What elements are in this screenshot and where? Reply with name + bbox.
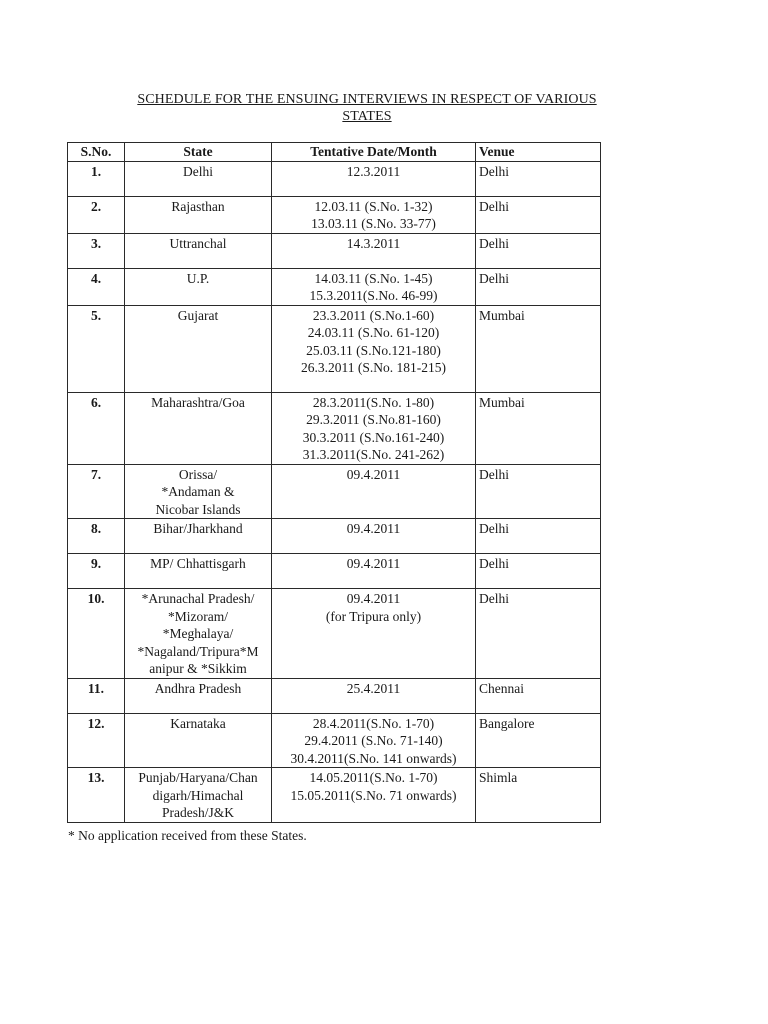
date-line: 30.4.2011(S.No. 141 onwards) [290, 750, 457, 766]
row-state [125, 196, 272, 233]
state-line: Bihar/Jharkhand [153, 521, 243, 536]
footnote: * No application received from these States. [68, 828, 307, 843]
date-line: 14.05.2011(S.No. 1-70) [309, 770, 438, 785]
state-line: U.P. [186, 270, 210, 286]
state-line: Orissa/ [178, 466, 218, 482]
document-title [68, 91, 666, 125]
state-line: Maharashtra/Goa [151, 394, 245, 410]
row-tentative-date [272, 519, 476, 554]
row-tentative-date [272, 196, 476, 233]
row-state [125, 233, 272, 268]
row-tentative-date [272, 464, 476, 519]
row-state [125, 464, 272, 519]
row-venue: Chennai [476, 678, 601, 713]
table-row [68, 519, 601, 554]
row-venue: Delhi [476, 589, 601, 679]
row-state [125, 305, 272, 392]
date-line: 09.4.2011 [346, 466, 401, 482]
table-row [68, 464, 601, 519]
state-line: MP/ Chhattisgarh [150, 556, 246, 571]
date-line: 26.3.2011 (S.No. 181-215) [301, 360, 446, 375]
row-venue: Mumbai [476, 305, 601, 392]
row-tentative-date [272, 768, 476, 823]
row-venue: Delhi [476, 554, 601, 589]
date-line: 25.03.11 (S.No.121-180) [306, 342, 441, 358]
date-line: 13.03.11 (S.No. 33-77) [311, 216, 436, 231]
row-serial-number: 2. [68, 196, 125, 233]
row-venue: Bangalore [476, 713, 601, 768]
date-line: 30.3.2011 (S.No.161-240) [302, 429, 445, 445]
row-venue: Delhi [476, 268, 601, 305]
date-line: 25.4.2011 [346, 680, 401, 696]
row-serial-number: 5. [68, 305, 125, 392]
state-line: Gujarat [177, 307, 219, 323]
header-tentative-date: Tentative Date/Month [272, 143, 476, 162]
state-line: *Nagaland/Tripura*M [137, 643, 259, 659]
state-line: *Arunachal Pradesh/ [141, 591, 255, 606]
date-line: 23.3.2011 (S.No.1-60) [312, 307, 435, 323]
table-row [68, 161, 601, 196]
row-state [125, 768, 272, 823]
date-line: 24.03.11 (S.No. 61-120) [307, 325, 440, 340]
table-body [68, 161, 601, 822]
table-header-row [68, 143, 601, 162]
table-row [68, 554, 601, 589]
date-line: 29.3.2011 (S.No.81-160) [306, 412, 441, 427]
state-line: anipur & *Sikkim [149, 661, 247, 676]
row-serial-number: 3. [68, 233, 125, 268]
date-line: 12.3.2011 [346, 163, 401, 179]
row-state [125, 268, 272, 305]
header-venue: Venue [476, 143, 601, 162]
date-line: 09.4.2011 [346, 591, 401, 606]
row-serial-number: 11. [68, 678, 125, 713]
row-serial-number: 6. [68, 392, 125, 464]
date-line: 14.03.11 (S.No. 1-45) [314, 270, 433, 286]
row-tentative-date [272, 161, 476, 196]
state-line: Karnataka [170, 715, 226, 731]
date-line: 28.4.2011(S.No. 1-70) [312, 715, 435, 731]
row-serial-number: 12. [68, 713, 125, 768]
table-row [68, 768, 601, 823]
row-state [125, 589, 272, 679]
state-line: Uttranchal [169, 235, 227, 251]
state-line: Andhra Pradesh [154, 680, 242, 696]
date-line: 28.3.2011(S.No. 1-80) [312, 394, 435, 410]
date-line: 29.4.2011 (S.No. 71-140) [304, 733, 443, 748]
row-tentative-date [272, 713, 476, 768]
interview-schedule-table [67, 142, 601, 823]
date-line: 31.3.2011(S.No. 241-262) [302, 447, 445, 462]
row-state [125, 392, 272, 464]
table-row [68, 233, 601, 268]
table-row [68, 678, 601, 713]
row-serial-number: 13. [68, 768, 125, 823]
row-venue: Shimla [476, 768, 601, 823]
row-venue: Mumbai [476, 392, 601, 464]
row-venue: Delhi [476, 519, 601, 554]
state-line: *Mizoram/ [168, 608, 228, 624]
table-row [68, 305, 601, 392]
table-row [68, 589, 601, 679]
state-line: Pradesh/J&K [162, 805, 234, 820]
row-venue: Delhi [476, 161, 601, 196]
state-line: *Andaman & [161, 484, 235, 499]
date-line: 12.03.11 (S.No. 1-32) [314, 198, 433, 214]
date-line: 09.4.2011 [346, 521, 401, 536]
title-line-2: STATES [342, 109, 392, 124]
row-state [125, 161, 272, 196]
row-venue: Delhi [476, 233, 601, 268]
row-tentative-date [272, 678, 476, 713]
date-line: 15.05.2011(S.No. 71 onwards) [290, 787, 457, 803]
row-state [125, 713, 272, 768]
row-state [125, 678, 272, 713]
table-row [68, 713, 601, 768]
row-tentative-date [272, 268, 476, 305]
date-line: 14.3.2011 [346, 235, 401, 251]
row-tentative-date [272, 392, 476, 464]
row-venue: Delhi [476, 464, 601, 519]
row-venue: Delhi [476, 196, 601, 233]
state-line: Nicobar Islands [155, 501, 241, 517]
row-serial-number: 1. [68, 161, 125, 196]
row-serial-number: 4. [68, 268, 125, 305]
date-line: 15.3.2011(S.No. 46-99) [309, 288, 438, 303]
header-state: State [125, 143, 272, 162]
date-line: 09.4.2011 [346, 556, 401, 571]
row-state [125, 519, 272, 554]
row-serial-number: 10. [68, 589, 125, 679]
state-line: Delhi [183, 163, 213, 179]
date-line: (for Tripura only) [325, 608, 422, 624]
row-serial-number: 7. [68, 464, 125, 519]
row-tentative-date [272, 554, 476, 589]
row-tentative-date [272, 233, 476, 268]
row-tentative-date [272, 589, 476, 679]
table-row [68, 196, 601, 233]
title-line-1: SCHEDULE FOR THE ENSUING INTERVIEWS IN RESPECT OF VARIOUS [137, 92, 597, 107]
state-line: Rajasthan [171, 198, 225, 214]
row-tentative-date [272, 305, 476, 392]
header-sno: S.No. [68, 143, 125, 162]
row-serial-number: 8. [68, 519, 125, 554]
row-serial-number: 9. [68, 554, 125, 589]
state-line: *Meghalaya/ [162, 626, 234, 641]
table-row [68, 268, 601, 305]
state-line: digarh/Himachal [152, 787, 244, 803]
table-row [68, 392, 601, 464]
row-state [125, 554, 272, 589]
state-line: Punjab/Haryana/Chan [138, 770, 258, 785]
